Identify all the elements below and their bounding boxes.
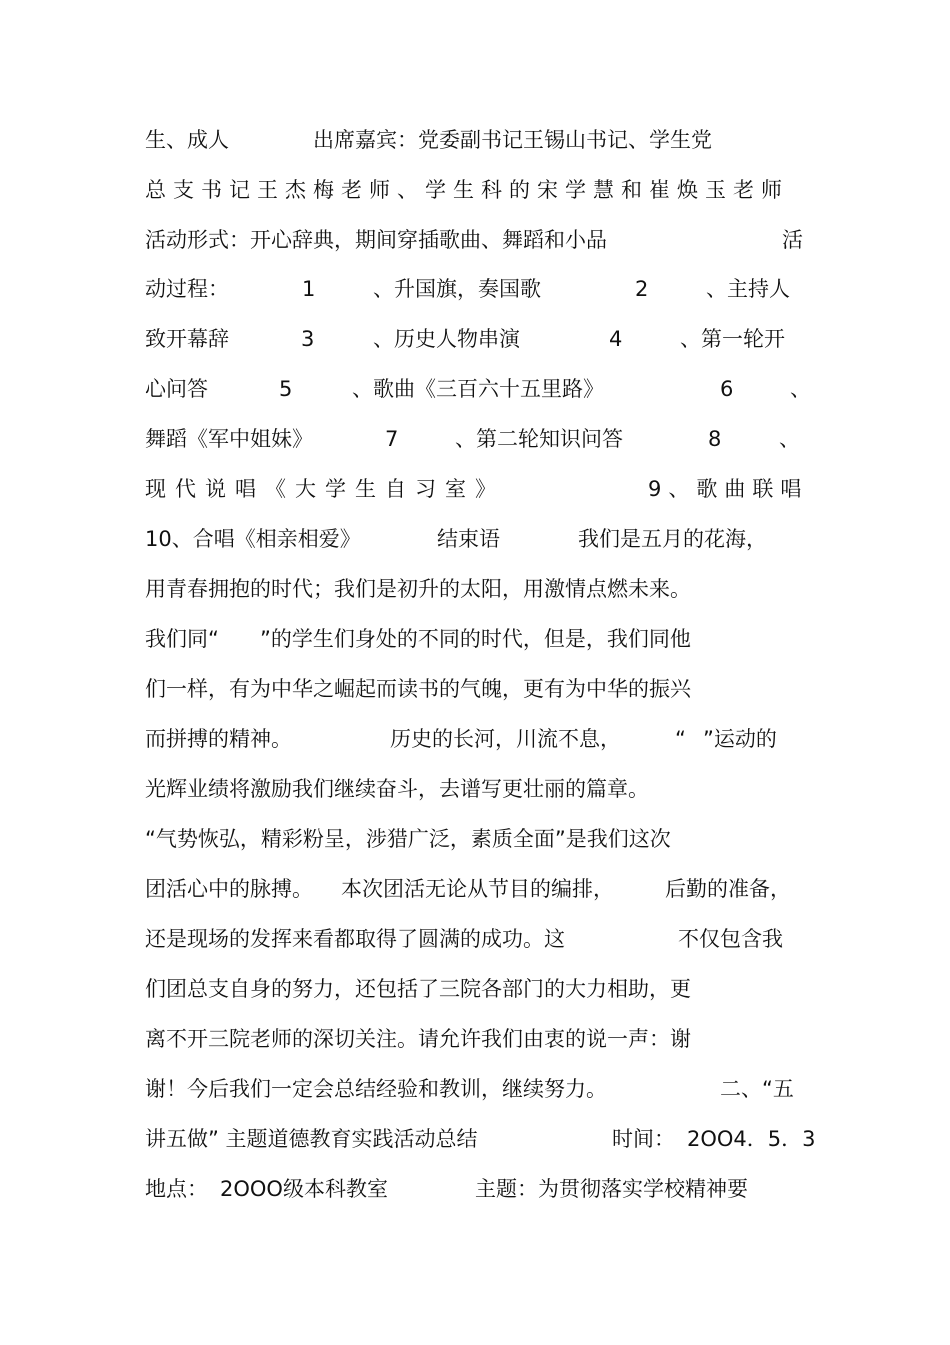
text-segment: 6 [720, 377, 734, 401]
text-segment: 活动形式：开心辞典，期间穿插歌曲、舞蹈和小品 [145, 228, 607, 252]
text-segment: 们一样，有为中华之崛起而读书的气魄，更有为中华的振兴 [145, 677, 691, 701]
text-segment: 还是现场的发挥来看都取得了圆满的成功。这 [145, 927, 565, 951]
text-segment: 致开幕辞 [145, 327, 229, 351]
text-segment: 后勤的准备， [665, 877, 791, 901]
text-segment: ”的学生们身处的不同的时代，但是，我们同他 [260, 627, 691, 651]
text-segment: 我们是五月的花海， [578, 527, 767, 551]
text-segment: 地点： [145, 1177, 208, 1201]
text-segment: 心问答 [145, 377, 208, 401]
text-segment: 、歌曲《三百六十五里路》 [352, 377, 604, 401]
text-segment: 总支书记王杰梅老师、学生科的宋学慧和崔焕玉老师 [145, 178, 789, 202]
text-segment: 5 [279, 377, 293, 401]
text-segment: 主题：为贯彻落实学校精神要 [475, 1177, 748, 1201]
text-segment: ”运动的 [703, 727, 777, 751]
text-segment: 10、合唱《相亲相爱》 [145, 527, 361, 551]
text-segment: 离不开三院老师的深切关注。请允许我们由衷的说一声：谢 [145, 1027, 691, 1051]
text-segment: 、历史人物串演 [373, 327, 520, 351]
text-segment: 、第二轮知识问答 [455, 427, 623, 451]
text-segment: 9、歌曲联唱 [648, 477, 809, 501]
text-segment: 、升国旗，奏国歌 [373, 277, 541, 301]
text-segment: 时间： [612, 1127, 675, 1151]
text-segment: 不仅包含我 [678, 927, 783, 951]
text-segment: 3 [301, 327, 315, 351]
text-segment: 8 [708, 427, 722, 451]
text-segment: 团活心中的脉搏。 [145, 877, 313, 901]
text-segment: 活 [782, 228, 803, 252]
text-segment: 生、成人 [145, 128, 229, 152]
text-segment: 、第一轮开 [680, 327, 785, 351]
text-segment: 2OO4．5．3 [687, 1127, 816, 1151]
text-segment: “ [675, 727, 686, 751]
text-segment: 动过程： [145, 277, 229, 301]
text-segment: 2 [635, 277, 649, 301]
text-segment: 7 [385, 427, 399, 451]
text-segment: 结束语 [437, 527, 500, 551]
text-segment: 舞蹈《军中姐妹》 [145, 427, 313, 451]
text-segment: “气势恢弘，精彩粉呈，涉猎广泛，素质全面”是我们这次 [145, 827, 671, 851]
text-segment: 光辉业绩将激励我们继续奋斗，去谱写更壮丽的篇章。 [145, 777, 649, 801]
text-segment: 2OOO级本科教室 [220, 1177, 388, 1201]
text-segment: 历史的长河，川流不息， [390, 727, 621, 751]
text-segment: 现代说唱《大学生自习室》 [145, 477, 505, 501]
text-segment: 本次团活无论从节目的编排， [341, 877, 614, 901]
text-segment: 、主持人 [706, 277, 790, 301]
text-segment: 、 [779, 427, 800, 451]
text-segment: 、 [790, 377, 811, 401]
text-segment: 讲五做” 主题道德教育实践活动总结 [145, 1127, 478, 1151]
text-segment: 4 [609, 327, 623, 351]
text-segment: 用青春拥抱的时代；我们是初升的太阳，用激情点燃未来。 [145, 577, 691, 601]
text-segment: 而拼搏的精神。 [145, 727, 292, 751]
text-segment: 二、“五 [720, 1077, 794, 1101]
text-segment: 1 [302, 277, 316, 301]
text-segment: 谢！今后我们一定会总结经验和教训，继续努力。 [145, 1077, 607, 1101]
text-segment: 我们同“ [145, 627, 219, 651]
text-segment: 们团总支自身的努力，还包括了三院各部门的大力相助，更 [145, 977, 691, 1001]
text-segment: 出席嘉宾：党委副书记王锡山书记、学生党 [313, 128, 712, 152]
